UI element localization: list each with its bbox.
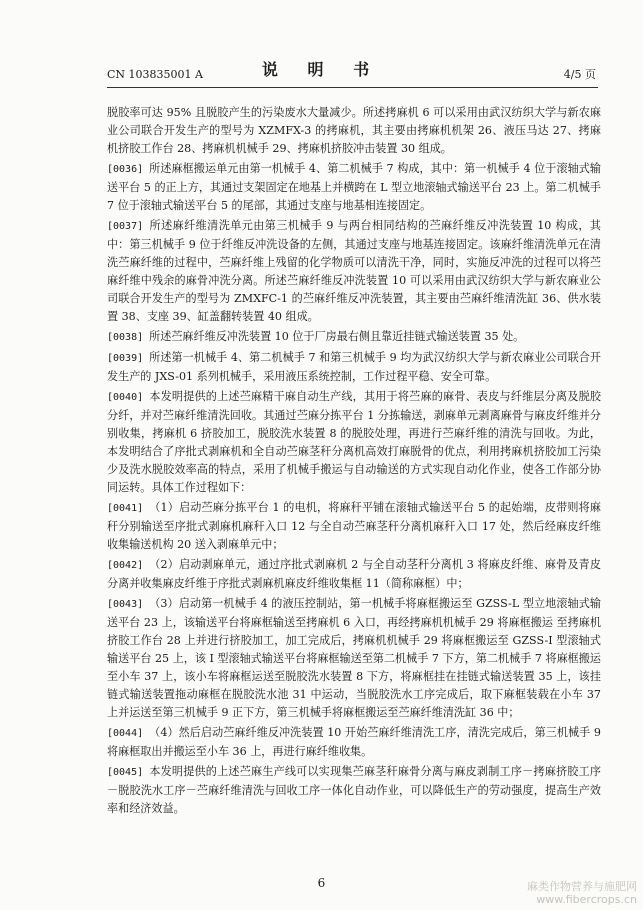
paragraph-number: [0037] (107, 221, 144, 232)
watermark-url: www.fibercrops.cn (536, 893, 637, 906)
paragraph-text: 所述麻纤维清洗单元由第三机械手 9 与两台相同结构的苎麻纤维反冲洗装置 10 构成，其中：第三机械手 9 位于纤维反冲洗设备的左侧，其通过支座与地基连接固定。该麻纤维清洗单元在清洗苎麻纤维的过程中，苎麻纤维上残留的化学物质可以清洗干净，同时，实施反冲洗的过程可以将苎麻纤维中残余的麻骨冲洗分离。所述苎麻纤维反冲洗装置 10 可以采用由武汉纺织大学与新农麻业公司联合开发生产的型号为 ZMXFC-1 的苎麻纤维反冲洗装置，其主要由苎麻纤维清洗缸 36、供水装置 38、支座 39、缸盖翻转装置 40 组成。 (107, 219, 601, 323)
paragraph (107, 595, 601, 722)
paragraph-number: [0038] (107, 332, 144, 343)
document-body (107, 104, 601, 820)
paragraph-text: （4）然后启动苎麻纤维反冲洗装置 10 开始苎麻纤维清洗工序，清洗完成后，第三机械手 9 将麻框取出并搬运至小车 36 上，再进行麻纤维收集。 (107, 726, 601, 758)
paragraph-text: 所述第一机械手 4、第二机械手 7 和第三机械手 9 均为武汉纺织大学与新农麻业公司联合开发生产的 JXS-01 系列机械手，采用液压系统控制，工作过程平稳、安全可靠。 (107, 351, 601, 383)
paragraph-number: [0042] (107, 560, 144, 571)
paragraph (107, 763, 601, 818)
paragraph-text: 本发明提供的上述苎麻生产线可以实现集苎麻茎秆麻骨分离与麻皮剥制工序－拷麻挤胶工序－脱胶洗水工序－苎麻纤维清洗与回收工序一体化自动作业，可以降低生产的劳动强度，提高生产效率和经济效益。 (107, 765, 601, 815)
paragraph (107, 104, 601, 158)
paragraph (107, 217, 601, 326)
paragraph-text: 本发明提供的上述苎麻精干麻自动生产线，其用于将苎麻的麻骨、表皮与纤维层分离及脱胶分纤，并对苎麻纤维清洗回收。其通过苎麻分拣平台 1 分拣输送，剥麻单元剥离麻骨与麻皮纤维并分别收集，拷麻机 6 挤胶加工，脱胶洗水装置 8 的脱胶处理，再进行苎麻纤维的清洗与回收。为此，本发明结合了序批式剥麻机和全自动苎麻茎秆分离机高效打麻脱骨的优点，利用拷麻机挤胶加工污染少及洗水脱胶效率高的特点，采用了机械手搬运与自动输送的方式实现自动化作业，使各工作部分协同运转。具体工作过程如下： (107, 390, 601, 494)
paragraph-text: 所述苎麻纤维反冲洗装置 10 位于厂房最右侧且靠近挂链式输送装置 35 处。 (149, 330, 525, 343)
paragraph (107, 388, 601, 497)
header-divider (107, 87, 598, 88)
paragraph-number: [0044] (107, 728, 144, 739)
paragraph-text: 所述麻框搬运单元由第一机械手 4、第二机械手 7 构成，其中：第一机械手 4 位于滚轴式输送平台 5 的正上方，其通过支架固定在地基上并横跨在 L 型立地滚轴式输送平台 23 上。第二机械手 7 位于滚轴式输送平台 5 的尾部，其通过支座与地基相连接固定。 (107, 162, 601, 212)
document-title: 说 明 书 (261, 60, 382, 79)
paragraph-text: 脱胶率可达 95% 且脱胶产生的污染废水大量减少。所述拷麻机 6 可以采用由武汉纺织大学与新农麻业公司联合开发生产的型号为 XZMFX-3 的拷麻机，其主要由拷麻机机架 26、液压马达 27、拷麻机挤胶工作台 28、拷麻机机械手 29、拷麻机挤胶冲击装置 30 组成。 (107, 106, 601, 155)
paragraph-number: [0040] (107, 392, 144, 403)
paragraph (107, 499, 601, 554)
paragraph (107, 724, 601, 761)
paragraph-number: [0036] (107, 164, 144, 175)
paragraph-number: [0045] (107, 767, 144, 778)
page-indicator: 4/5 页 (563, 68, 596, 81)
paragraph (107, 160, 601, 215)
paragraph-number: [0039] (107, 353, 144, 364)
paragraph-number: [0041] (107, 503, 144, 514)
paragraph-number: [0043] (107, 599, 144, 610)
paragraph (107, 556, 601, 593)
paragraph (107, 349, 601, 386)
paragraph-text: （1）启动苎麻分拣平台 1 的电机，将麻秆平铺在滚轴式输送平台 5 的起始端，皮带则将麻秆分别输送至序批式剥麻机麻秆入口 12 与全自动苎麻茎秆分离机麻秆入口 17 处，然后经麻皮纤维收集输送机构 20 送入剥麻单元中； (107, 501, 601, 551)
paragraph (107, 328, 601, 347)
page-number: 6 (317, 876, 326, 890)
paragraph-text: （2）启动剥麻单元，通过序批式剥麻机 2 与全自动茎秆分离机 3 将麻皮纤维、麻骨及青皮分离并收集麻皮纤维于序批式剥麻机麻皮纤维收集框 11（简称麻框）中； (107, 558, 601, 590)
patent-number: CN 103835001 A (107, 68, 203, 81)
site-watermark (527, 880, 637, 906)
paragraph-text: （3）启动第一机械手 4 的液压控制站，第一机械手将麻框搬运至 GZSS-L 型立地滚轴式输送平台 23 上，该输送平台将麻框输送至拷麻机 6 入口，再经拷麻机机械手 29 将麻框搬运 至拷麻机挤胶工作台 28 上并进行挤胶加工，加工完成后，拷麻机机械手 29 将麻框搬运至 GZSS-I 型滚轴式输送平台 25 上，该 I 型滚轴式输送平台将麻框输送至第二机械手 7 下方，第二机械手 7 将麻框搬运至小车 37 上，该小车将麻框运送至脱胶洗水装置 8 下方，将麻框挂在挂链式输送装置 35 上，该挂链式输送装置拖动麻框在脱胶洗水池 31 中运动，当脱胶洗水工序完成后，取下麻框装载在小车 37 上并运送至第三机械手 9 正下方，第三机械手将麻框搬运至苎麻纤维清洗缸 36 中； (107, 597, 601, 719)
watermark-name: 麻类作物营养与施肥网 (527, 880, 637, 893)
